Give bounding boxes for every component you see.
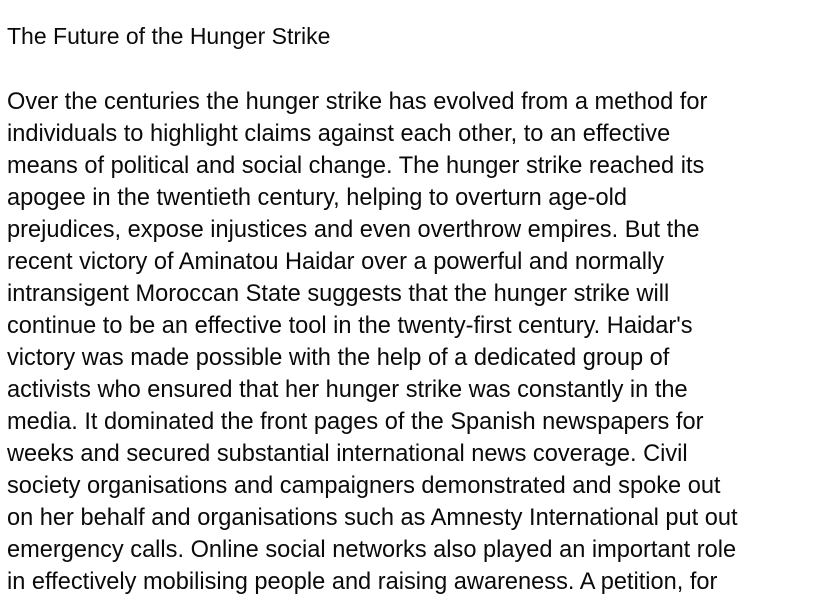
paragraph-line: activists who ensured that her hunger strike was constantly in the — [7, 377, 688, 403]
paragraph-line: media. It dominated the front pages of the Spanish newspapers for — [7, 409, 704, 435]
paragraph-line: victory was made possible with the help of a dedicated group of — [7, 345, 670, 371]
paragraph-line: individuals to highlight claims against each other, to an effective — [7, 121, 671, 147]
paragraph-line: recent victory of Aminatou Haidar over a powerful and normally — [7, 249, 665, 275]
paragraph-line: weeks and secured substantial international news coverage. Civil — [7, 441, 688, 467]
document-title: The Future of the Hunger Strike — [7, 23, 331, 49]
paragraph-line: in effectively mobilising people and raising awareness. A petition, for — [7, 569, 718, 595]
document-body — [7, 86, 827, 598]
paragraph-line: means of political and social change. The hunger strike reached its — [7, 153, 705, 179]
paragraph-line: Over the centuries the hunger strike has evolved from a method for — [7, 89, 708, 115]
paragraph-line: society organisations and campaigners demonstrated and spoke out — [7, 473, 721, 499]
paragraph-line: prejudices, expose injustices and even overthrow empires. But the — [7, 217, 700, 243]
paragraph-line: emergency calls. Online social networks also played an important role — [7, 537, 737, 563]
paragraph-line: continue to be an effective tool in the twenty-first century. Haidar's — [7, 313, 693, 339]
paragraph-line: on her behalf and organisations such as Amnesty International put out — [7, 505, 738, 531]
paragraph-line: apogee in the twentieth century, helping to overturn age-old — [7, 185, 627, 211]
paragraph-line: intransigent Moroccan State suggests that the hunger strike will — [7, 281, 670, 307]
